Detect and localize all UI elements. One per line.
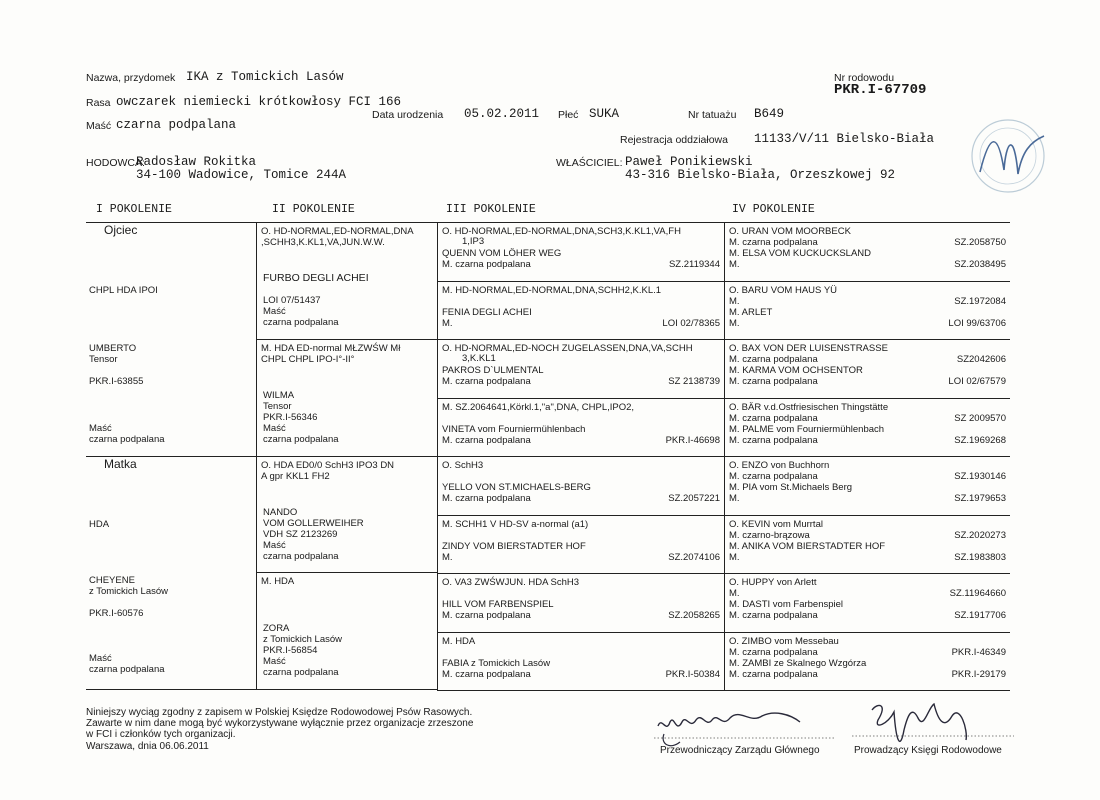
gen3-line1: O. HD-NORMAL,ED-NOCH ZUGELASSEN,DNA,VA,SCHH <box>442 343 693 354</box>
tattoo-label: Nr tatuażu <box>688 109 737 121</box>
gen4-sire-reg: SZ.2020273 <box>954 530 1006 541</box>
gen4-sire-name: O. ZIMBO vom Messebau <box>729 636 839 647</box>
sire-name: UMBERTO <box>89 343 137 354</box>
dob-label: Data urodzenia <box>372 109 444 121</box>
gen3-color: M. czarna podpalana <box>442 493 531 504</box>
gen2-cell <box>256 222 438 340</box>
color-label: Maść <box>86 120 112 132</box>
gen4-sire-color: M. czarna podpalana <box>729 354 818 365</box>
gen3-color: M. <box>442 552 453 563</box>
gen3-line2: 3,K.KL1 <box>462 353 496 364</box>
registration-label: Rejestracja oddziałowa <box>620 134 728 146</box>
gen4-sire-color: M. czarno-brązowa <box>729 530 810 541</box>
gen3-line1: M. SCHH1 V HD-SV a-normal (a1) <box>442 519 589 530</box>
gen4-dam-reg: LOI 99/63706 <box>948 318 1006 329</box>
gen3-cell <box>437 515 725 574</box>
gen3-line1: O. VA3 ZWŚWJUN. HDA SchH3 <box>442 577 580 588</box>
gen3-reg: SZ.2058265 <box>668 610 720 621</box>
pedigree-table <box>86 222 1010 690</box>
gen3-cell <box>437 339 725 399</box>
gen3-color: M. czarna podpalana <box>442 376 531 387</box>
footer-line1: Niniejszy wyciąg zgodny z zapisem w Polskiej Księdze Rodowodowej Psów Rasowych. <box>86 707 473 718</box>
sire-reg: PKR.I-63855 <box>89 376 144 387</box>
gen4-dam-name: M. ARLET <box>729 307 773 318</box>
dog-name: IKA z Tomickich Lasów <box>186 70 344 84</box>
gen2-kennel: VOM GOLLERWEIHER <box>263 518 364 529</box>
gen2-kennel: z Tomickich Lasów <box>263 634 343 645</box>
gen4-dam-reg: LOI 02/67579 <box>948 376 1006 387</box>
gen4-sire-reg: PKR.I-46349 <box>951 647 1006 658</box>
gen4-cell <box>724 573 1010 633</box>
gen3-name: ZINDY VOM BIERSTADTER HOF <box>442 541 586 552</box>
dam-titles: HDA <box>89 519 110 530</box>
gen4-cell <box>724 339 1010 399</box>
gen4-dam-name: M. ANIKA VOM BIERSTADTER HOF <box>729 541 886 552</box>
gen3-name: VINETA vom Fourniermühlenbach <box>442 424 586 435</box>
gen4-header: IV POKOLENIE <box>732 203 815 216</box>
dob-value: 05.02.2011 <box>464 107 540 121</box>
gen2-name: FURBO DEGLI ACHEI <box>263 272 369 284</box>
gen3-line1: M. HD-NORMAL,ED-NORMAL,DNA,SCHH2,K.KL.1 <box>442 285 662 296</box>
dam-title: Matka <box>104 457 137 471</box>
gen3-color: M. czarna podpalana <box>442 435 531 446</box>
gen2-color: czarna podpalana <box>263 434 339 445</box>
gen3-reg: PKR.I-50384 <box>665 669 720 680</box>
gen4-dam-reg: SZ.1983803 <box>954 552 1006 563</box>
gen4-dam-reg: SZ.1917706 <box>954 610 1006 621</box>
gen4-cell <box>724 456 1010 516</box>
gen3-reg: LOI 02/78365 <box>662 318 720 329</box>
gen3-name: YELLO VON ST.MICHAELS-BERG <box>442 482 591 493</box>
gen4-dam-name: M. PALME vom Fourniermühlenbach <box>729 424 885 435</box>
gen2-line2: ,SCHH3,K.KL1,VA,JUN.W.W. <box>261 237 385 248</box>
sex-value: SUKA <box>589 107 620 121</box>
gen2-header: II POKOLENIE <box>272 203 355 216</box>
gen4-dam-name: M. DASTI vom Farbenspiel <box>729 599 844 610</box>
gen3-cell <box>437 222 725 282</box>
gen4-sire-name: O. ENZO von Buchhorn <box>729 460 830 471</box>
gen2-name: WILMA <box>263 390 295 401</box>
gen2-kennel: Tensor <box>263 401 292 412</box>
gen3-line1: O. HD-NORMAL,ED-NORMAL,DNA,SCH3,K.KL1,VA,FH <box>442 226 681 237</box>
dam-color: czarna podpalana <box>89 664 165 675</box>
gen3-color: M. czarna podpalana <box>442 259 531 270</box>
sire-titles: CHPL HDA IPOI <box>89 285 158 296</box>
sire-title: Ojciec <box>104 223 138 237</box>
color-value: czarna podpalana <box>116 118 237 132</box>
gen2-reg: PKR.I-56346 <box>263 412 318 423</box>
gen2-line1: O. HDA ED0/0 SchH3 IPO3 DN <box>261 460 395 471</box>
gen3-color: M. czarna podpalana <box>442 669 531 680</box>
sire-color-label: Maść <box>89 423 112 434</box>
dam-color-label: Maść <box>89 653 112 664</box>
gen4-sire-name: O. HUPPY von Arlett <box>729 577 817 588</box>
gen2-color-label: Maść <box>263 540 286 551</box>
gen4-dam-reg: SZ.2038495 <box>954 259 1006 270</box>
gen2-color: czarna podpalana <box>263 551 339 562</box>
gen4-sire-name: O. URAN VOM MOORBECK <box>729 226 851 237</box>
gen3-cell <box>437 456 725 516</box>
gen3-name: FABIA z Tomickich Lasów <box>442 658 551 669</box>
sire-color: czarna podpalana <box>89 434 165 445</box>
gen4-dam-reg: SZ.1979653 <box>954 493 1006 504</box>
gen3-line1: M. SZ.2064641,Körkl.1,"a",DNA, CHPL,IPO2, <box>442 402 635 413</box>
gen2-name: ZORA <box>263 623 290 634</box>
gen4-dam-reg: SZ.1969268 <box>954 435 1006 446</box>
gen4-sire-reg: SZ.11964660 <box>949 588 1006 599</box>
gen3-name: QUENN VOM LÖHER WEG <box>442 248 562 259</box>
footer-line2: Zawarte w nim dane mogą być wykorzystywane wyłącznie przez organizacje zrzeszone <box>86 718 474 729</box>
gen2-color: czarna podpalana <box>263 667 339 678</box>
gen2-cell <box>256 456 438 573</box>
gen2-color-label: Maść <box>263 423 286 434</box>
gen4-sire-reg: SZ.1930146 <box>954 471 1006 482</box>
gen2-color: czarna podpalana <box>263 317 339 328</box>
gen4-dam-reg: PKR.I-29179 <box>951 669 1006 680</box>
pedigree-number: PKR.I-67709 <box>834 82 927 98</box>
breeder-label: HODOWCA: <box>86 157 145 169</box>
gen4-sire-name: O. BÄR v.d.Ostfriesischen Thingstätte <box>729 402 889 413</box>
tattoo-value: B649 <box>754 107 785 121</box>
name-label: Nazwa, przydomek <box>86 72 176 84</box>
gen4-dam-color: M. <box>729 493 740 504</box>
gen4-dam-name: M. ELSA VOM KUCKUCKSLAND <box>729 248 872 259</box>
gen4-dam-name: M. KARMA VOM OCHSENTOR <box>729 365 863 376</box>
registration-value: 11133/V/11 Bielsko-Biała <box>754 132 935 146</box>
owner-address: 43-316 Bielsko-Biała, Orzeszkowej 92 <box>625 168 896 182</box>
dam-name: CHEYENE <box>89 575 135 586</box>
gen2-color-label: Maść <box>263 656 286 667</box>
footer-line3: w FCI i członków tych organizacji. <box>86 729 236 740</box>
gen3-line2: 1,IP3 <box>462 236 485 247</box>
gen3-color: M. czarna podpalana <box>442 610 531 621</box>
gen2-cell <box>256 572 438 690</box>
gen4-dam-color: M. <box>729 552 740 563</box>
gen2-line1: M. HDA ED-normal MŁZWŚW Mł <box>261 343 401 354</box>
gen3-name: FENIA DEGLI ACHEI <box>442 307 532 318</box>
sire-kennel: Tensor <box>89 354 118 365</box>
gen2-reg: PKR.I-56854 <box>263 645 318 656</box>
gen2-line2: A gpr KKL1 FH2 <box>261 471 330 482</box>
breed-label: Rasa <box>86 97 111 109</box>
gen4-dam-name: M. PIA vom St.Michaels Berg <box>729 482 853 493</box>
gen2-line1: M. HDA <box>261 576 295 587</box>
gen4-sire-color: M. czarna podpalana <box>729 413 818 424</box>
gen4-sire-reg: SZ2042606 <box>956 354 1006 365</box>
gen3-cell <box>437 573 725 633</box>
gen4-sire-name: O. BARU VOM HAUS YÜ <box>729 285 838 296</box>
gen3-cell <box>437 281 725 340</box>
gen4-sire-color: M. czarna podpalana <box>729 471 818 482</box>
gen3-reg: SZ 2138739 <box>668 376 720 387</box>
gen2-line2: CHPL CHPL IPO-I°-II° <box>261 354 355 365</box>
dam-reg: PKR.I-60576 <box>89 608 144 619</box>
gen3-reg: SZ.2057221 <box>668 493 720 504</box>
gen4-dam-color: M. czarna podpalana <box>729 376 818 387</box>
gen4-sire-reg: SZ.1972084 <box>954 296 1006 307</box>
gen4-dam-color: M. czarna podpalana <box>729 669 818 680</box>
gen4-sire-color: M. <box>729 296 740 307</box>
gen4-cell <box>724 222 1010 282</box>
gen2-cell <box>256 339 438 457</box>
footer-date: Warszawa, dnia 06.06.2011 <box>86 741 209 752</box>
gen4-sire-color: M. czarna podpalana <box>729 237 818 248</box>
gen4-sire-color: M. <box>729 588 740 599</box>
breeder-name: Radosław Rokitka <box>136 155 257 169</box>
gen3-header: III POKOLENIE <box>446 203 536 216</box>
breeder-address: 34-100 Wadowice, Tomice 244A <box>136 168 347 182</box>
owner-name: Paweł Ponikiewski <box>625 155 753 169</box>
gen3-reg: SZ.2119344 <box>668 259 720 270</box>
gen3-name: PAKROS D`ULMENTAL <box>442 365 544 376</box>
gen4-sire-reg: SZ.2058750 <box>954 237 1006 248</box>
gen2-name: NANDO <box>263 507 298 518</box>
gen4-sire-name: O. BAX VON DER LUISENSTRASSE <box>729 343 888 354</box>
gen3-cell <box>437 398 725 457</box>
stamp-seal <box>960 112 1060 202</box>
gen4-sire-color: M. czarna podpalana <box>729 647 818 658</box>
gen2-reg: VDH SZ 2123269 <box>263 529 338 540</box>
gen2-line1: O. HD-NORMAL,ED-NORMAL,DNA <box>261 226 414 237</box>
gen4-dam-color: M. <box>729 259 740 270</box>
gen1-header: I POKOLENIE <box>96 203 172 216</box>
gen3-cell <box>437 632 725 691</box>
gen4-sire-name: O. KEVIN vom Murrtal <box>729 519 823 530</box>
gen2-color-label: Maść <box>263 306 286 317</box>
sire-cell <box>86 222 257 457</box>
gen4-sire-reg: SZ 2009570 <box>954 413 1006 424</box>
dam-kennel: z Tomickich Lasów <box>89 586 169 597</box>
dam-cell <box>86 456 257 690</box>
pedigree-number-label: Nr rodowodu <box>834 72 895 84</box>
signature-2-caption: Prowadzący Księgi Rodowodowe <box>854 745 1002 756</box>
gen3-reg: PKR.I-46698 <box>665 435 720 446</box>
gen4-dam-color: M. czarna podpalana <box>729 435 818 446</box>
owner-label: WŁAŚCICIEL: <box>556 157 623 169</box>
gen3-reg: SZ.2074106 <box>668 552 720 563</box>
gen4-cell <box>724 281 1010 340</box>
gen2-reg: LOI 07/51437 <box>263 295 321 306</box>
gen3-line1: O. SchH3 <box>442 460 484 471</box>
gen3-color: M. <box>442 318 453 329</box>
breed-value: owczarek niemiecki krótkowłosy FCI 166 <box>116 95 402 109</box>
gen4-cell <box>724 515 1010 574</box>
gen4-dam-color: M. <box>729 318 740 329</box>
gen4-dam-color: M. czarna podpalana <box>729 610 818 621</box>
gen4-cell <box>724 632 1010 691</box>
sex-label: Płeć <box>558 109 579 121</box>
gen3-name: HILL VOM FARBENSPIEL <box>442 599 554 610</box>
gen4-dam-name: M. ZAMBI ze Skalnego Wzgórza <box>729 658 867 669</box>
gen3-line1: M. HDA <box>442 636 476 647</box>
gen4-cell <box>724 398 1010 457</box>
signature-1-caption: Przewodniczący Zarządu Głównego <box>660 745 820 756</box>
